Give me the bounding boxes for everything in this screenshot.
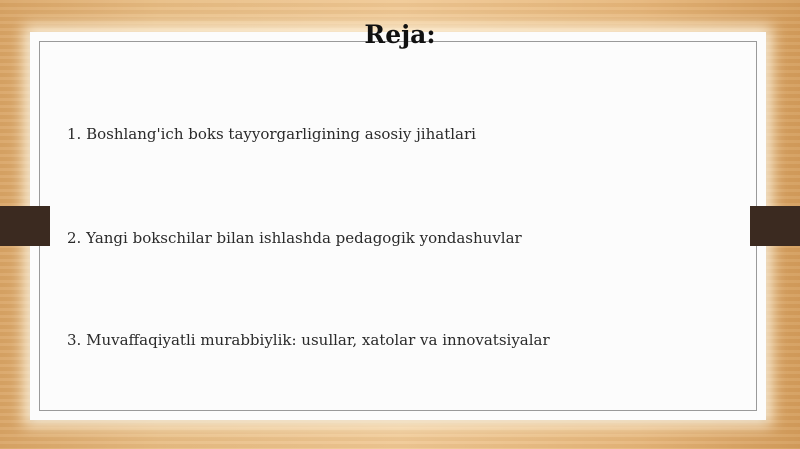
card-inner-border <box>39 41 757 411</box>
plan-item-1: 1. Boshlang'ich boks tayyorgarligining asosiy jihatlari <box>67 125 476 143</box>
left-decorative-tab <box>0 206 50 246</box>
plan-item-2: 2. Yangi bokschilar bilan ishlashda pedagogik yondashuvlar <box>67 229 522 247</box>
plan-item-3: 3. Muvaffaqiyatli murabbiylik: usullar, xatolar va innovatsiyalar <box>67 331 550 349</box>
slide-card <box>30 32 766 420</box>
right-decorative-tab <box>750 206 800 246</box>
slide-title: Reja: <box>364 20 436 49</box>
